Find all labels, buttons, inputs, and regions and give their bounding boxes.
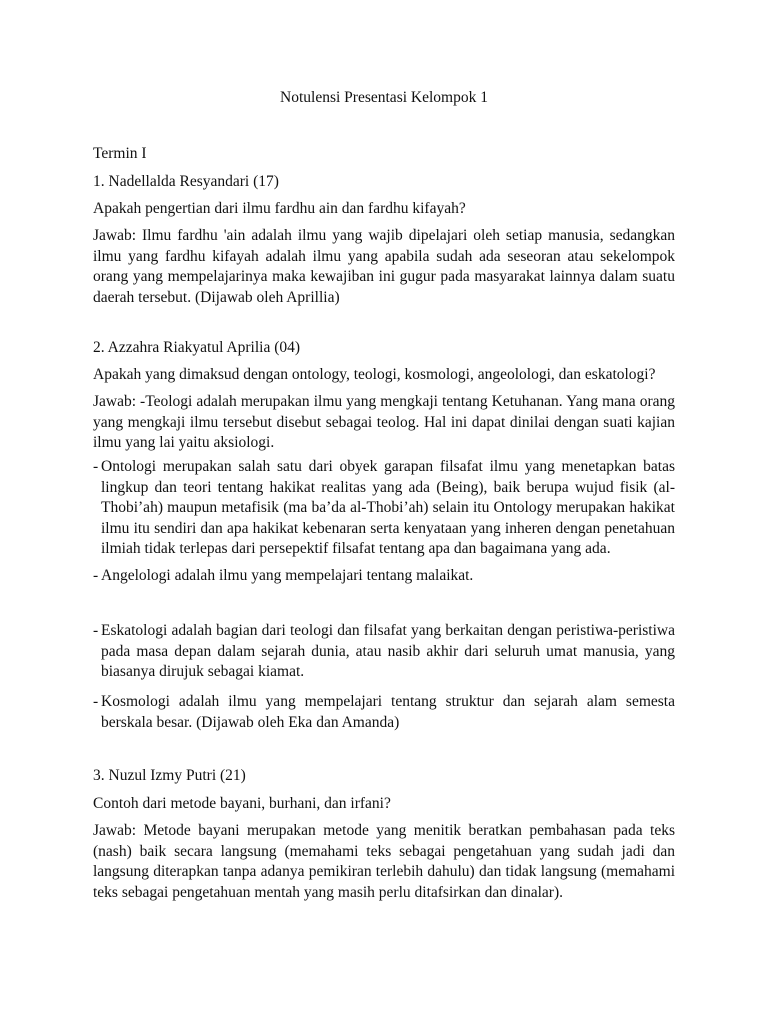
- bullet-text: Kosmologi adalah ilmu yang mempelajari tentang struktur dan sejarah alam semesta berskala besar. (Dijawab oleh Eka dan Amanda): [101, 693, 675, 731]
- document-title: Notulensi Presentasi Kelompok 1: [280, 89, 488, 106]
- q1-answer: Jawab: Ilmu fardhu 'ain adalah ilmu yang wajib dipelajari oleh setiap manusia, sedangkan ilmu yang fardhu kifayah adalah ilmu yang apabila sudah ada seseoran atau sekelompok orang yang mempelajarinya maka kewajiban ini gugur pada masyarakat lainnya dalam suatu daerah tersebut. (Dijawab oleh Aprillia): [93, 227, 675, 306]
- bullet-text: Eskatologi adalah bagian dari teologi dan filsafat yang berkaitan dengan peristiwa-peristiwa pada masa depan dalam sejarah dunia, atau nasib akhir dari seluruh umat manusia, yang biasanya dirujuk sebagai kiamat.: [101, 622, 675, 680]
- bullet-dash: -: [93, 622, 99, 639]
- q3-answer: Jawab: Metode bayani merupakan metode yang menitik beratkan pembahasan pada teks (nash) baik secara langsung (memahami teks sebagai pengetahuan yang sudah jadi dan langsung diterapkan tanpa adanya pemikiran terlebih dahulu) dan tidak langsung (memahami teks sebagai pengetahuan mentah yang masih perlu ditafsirkan dan dinalar).: [93, 822, 675, 901]
- bullet-dash: -: [93, 458, 99, 475]
- q2-name: 2. Azzahra Riakyatul Aprilia (04): [93, 339, 301, 356]
- q2-question: Apakah yang dimaksud dengan ontology, teologi, kosmologi, angeolologi, dan eskatologi?: [93, 366, 656, 383]
- q2-bullet-kosmologi: [93, 692, 675, 733]
- bullet-text: Angelologi adalah ilmu yang mempelajari tentang malaikat.: [101, 567, 474, 584]
- q1-question: Apakah pengertian dari ilmu fardhu ain dan fardhu kifayah?: [93, 200, 466, 217]
- q2-answer: Jawab: -Teologi adalah merupakan ilmu yang mengkaji tentang Ketuhanan. Yang mana orang yang mengkaji ilmu tersebut disebut sebagai teolog. Hal ini dapat dinilai dengan suati kajian ilmu yang lai yaitu aksiologi.: [93, 393, 675, 451]
- q1-name: 1. Nadellalda Resyandari (17): [93, 173, 279, 190]
- q2-bullet-eskatologi: [93, 621, 675, 683]
- termin-label: Termin I: [93, 145, 147, 162]
- bullet-dash: -: [93, 693, 99, 710]
- bullet-dash: -: [93, 567, 99, 584]
- q3-name: 3. Nuzul Izmy Putri (21): [93, 767, 246, 784]
- q3-question: Contoh dari metode bayani, burhani, dan irfani?: [93, 795, 391, 812]
- bullet-text: Ontologi merupakan salah satu dari obyek garapan filsafat ilmu yang menetapkan batas lingkup dan teori tentang hakikat realitas yang ada (Being), baik berupa wujud fisik (al-Thobi’ah) maupun metafisik (ma ba’da al-Thobi’ah) selain itu Ontology merupakan hakikat ilmu itu sendiri dan apa hakikat kebenaran serta kenyataan yang inheren dengan penetahuan ilmiah tidak terlepas dari persepektif filsafat tentang apa dan bagaimana yang ada.: [101, 458, 675, 557]
- q2-bullet-ontologi: [93, 457, 675, 560]
- q2-bullet-angelologi: [93, 566, 675, 587]
